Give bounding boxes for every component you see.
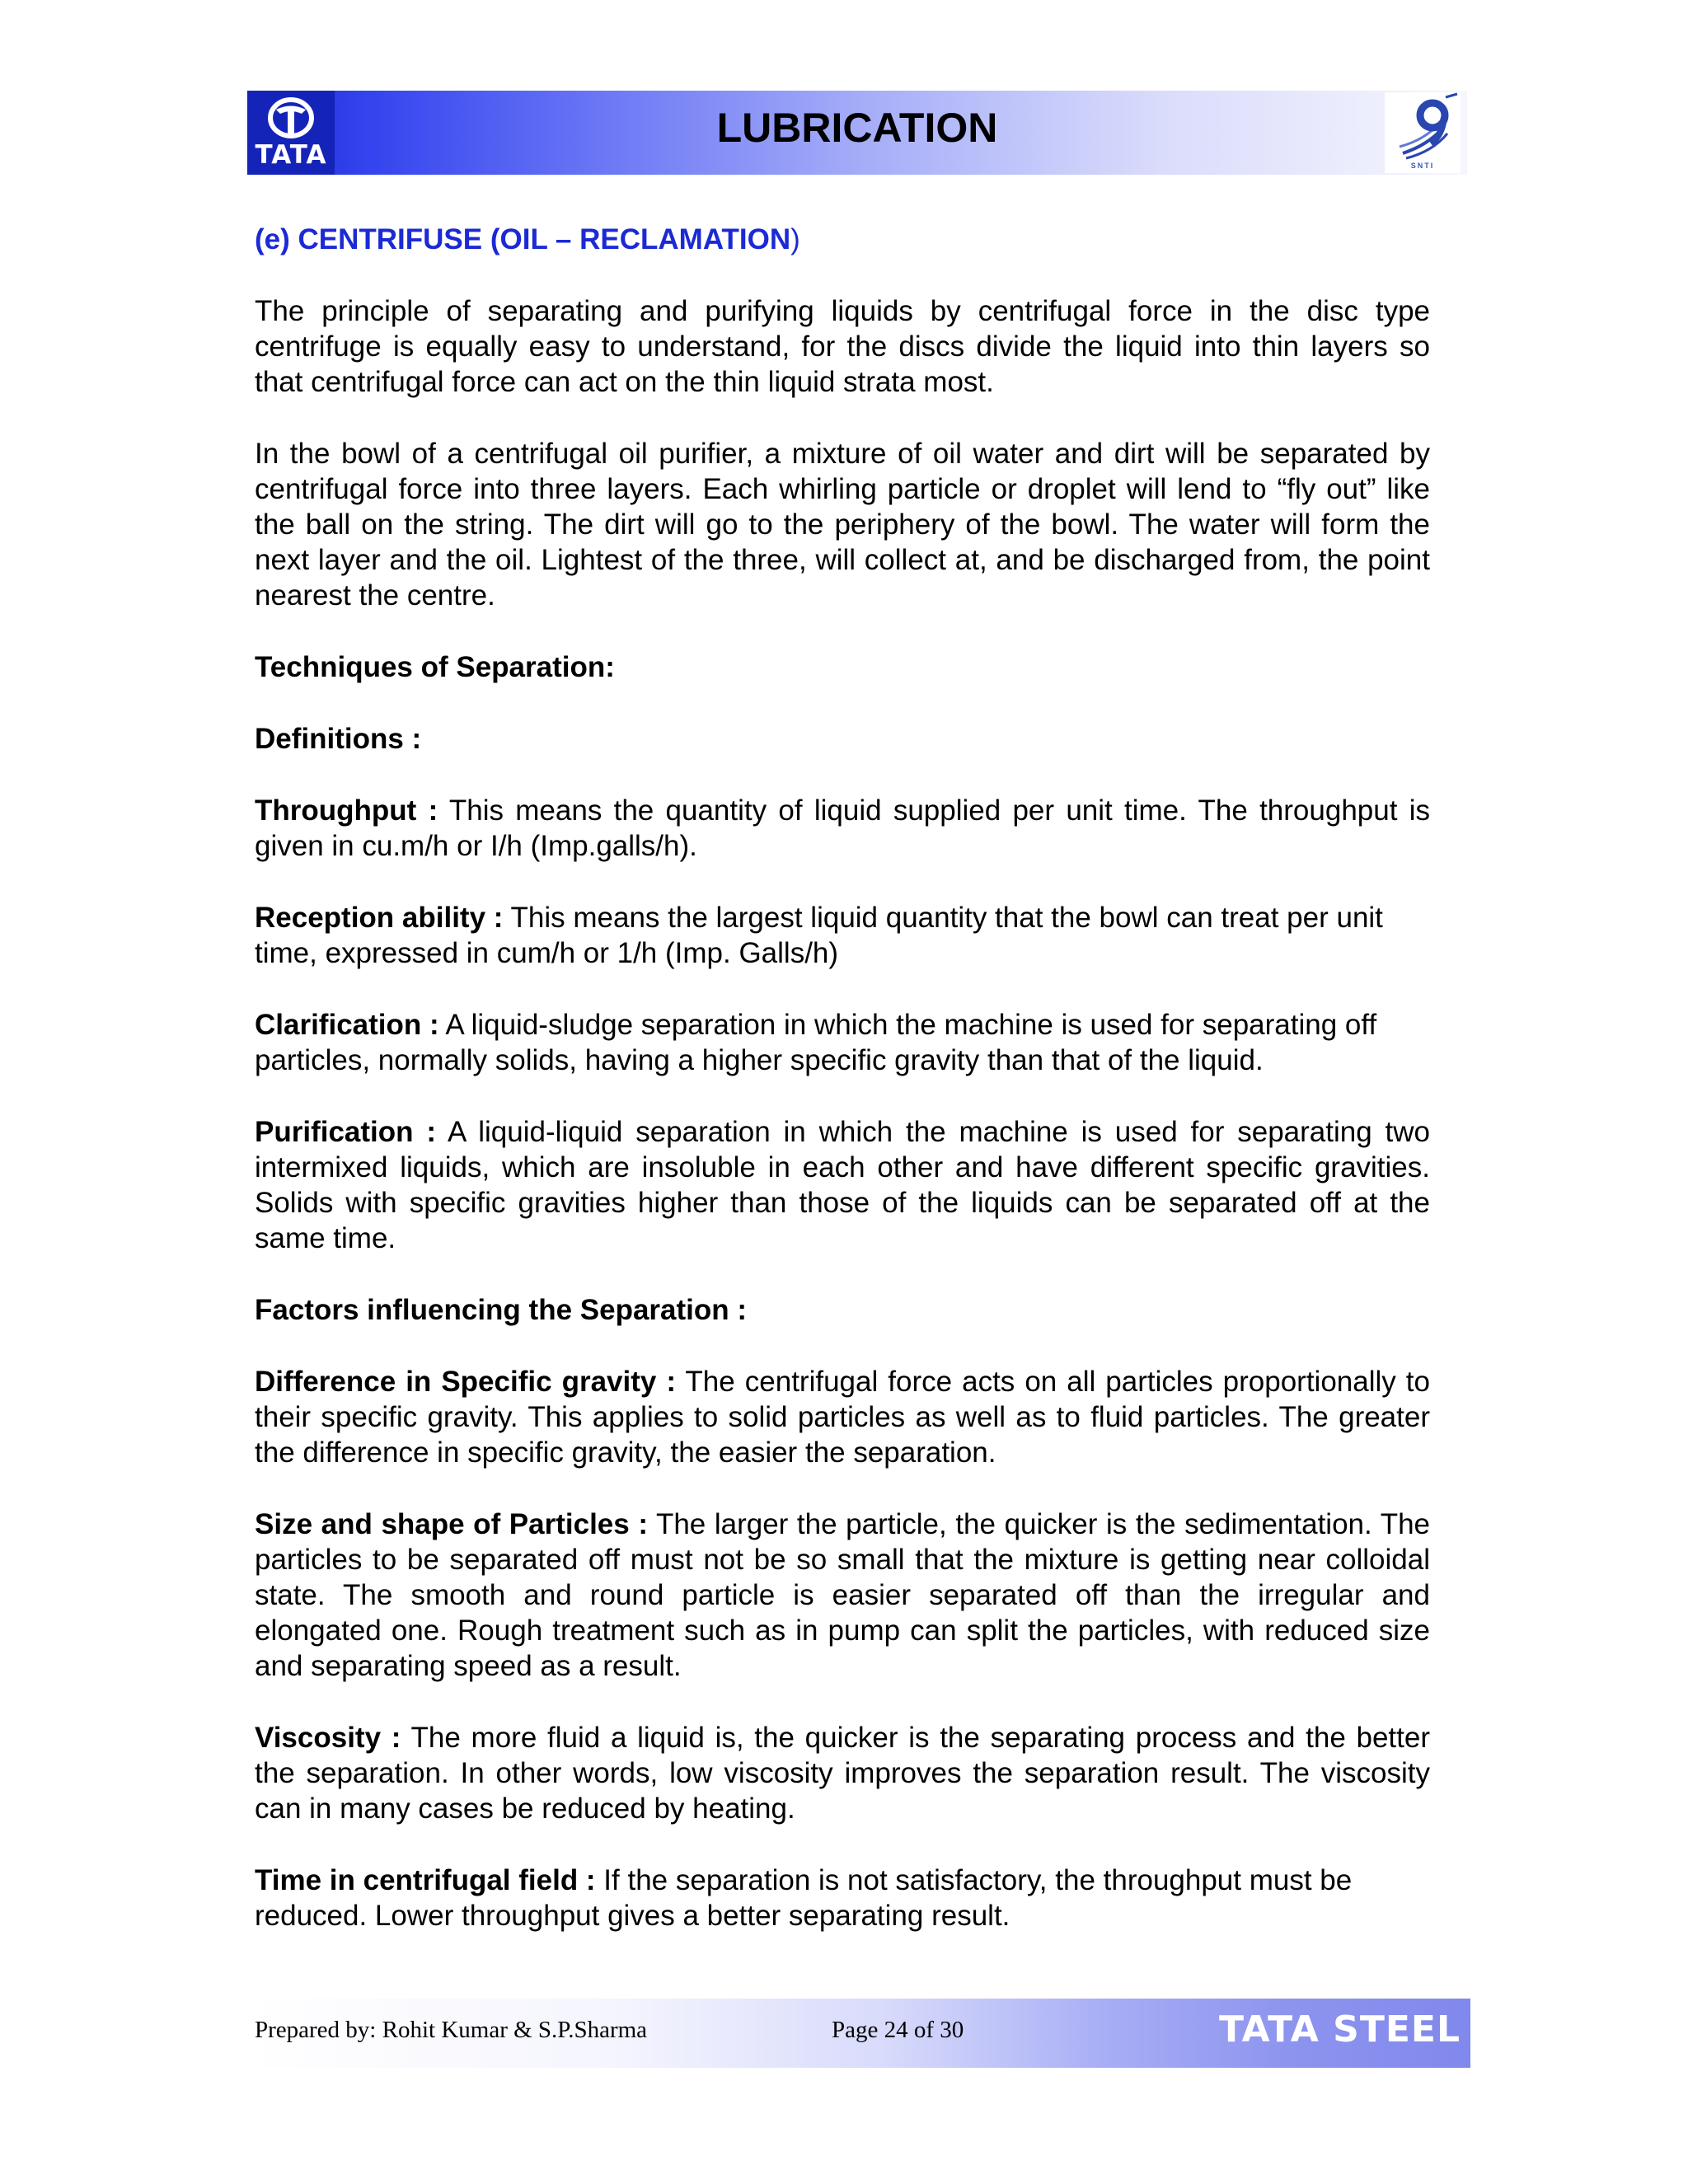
factor-text: The more fluid a liquid is, the quicker is the separating process and the better the separation. In other words, low viscosity improves the separation result. The viscosity can in many cases be reduced by heating. (255, 1722, 1431, 1825)
page-title: LUBRICATION (716, 105, 998, 151)
page-content (255, 218, 1430, 1970)
factor-term: Time in centrifugal field : (255, 1864, 596, 1896)
definition-term: Purification : (255, 1116, 437, 1148)
page-header (247, 91, 1467, 175)
factor-term: Size and shape of Particles : (255, 1508, 648, 1540)
section-heading (255, 218, 1430, 262)
definition-term: Reception ability : (255, 902, 504, 934)
definition-text: A liquid-sludge separation in which the machine is used for separating off particles, normally solids, having a higher specific gravity than that of the liquid. (255, 1009, 1377, 1076)
snti-emblem-icon (1385, 92, 1461, 162)
factor-particle-size (255, 1507, 1430, 1684)
factor-term: Difference in Specific gravity : (255, 1366, 677, 1398)
factor-term: Viscosity : (255, 1722, 401, 1754)
techniques-heading: Techniques of Separation: (255, 651, 615, 683)
definition-reception-ability (255, 900, 1430, 971)
definition-purification (255, 1114, 1430, 1256)
factors-heading: Factors influencing the Separation : (255, 1294, 748, 1326)
definition-term: Throughput : (255, 794, 438, 827)
factor-text: The larger the particle, the quicker is the sedimentation. The particles to be separated off must not be so small that the mixture is getting near colloidal state. The smooth and round particle is easier separated off than the irregular and elongated one. Rough treatment such as in pump can split the particles, with reduced size and separating speed as a result. (255, 1508, 1431, 1682)
snti-logo (1385, 92, 1461, 173)
factor-text: If the separation is not satisfactory, the throughput must be reduced. Lower throughput gives a better separating result. (255, 1864, 1353, 1932)
section-heading-close: ) (790, 223, 800, 255)
tata-steel-logo: TATA STEEL (1218, 2008, 1461, 2050)
section-heading-text: (e) CENTRIFUSE (OIL – RECLAMATION (255, 223, 791, 255)
footer-page-number: Page 24 of 30 (832, 2017, 964, 2043)
definition-clarification (255, 1007, 1430, 1078)
factor-specific-gravity (255, 1364, 1430, 1470)
definition-text: A liquid-liquid separation in which the machine is used for separating two intermixed liquids, which are insoluble in each other and have different specific gravities. Solids with specific gravities higher than those of the liquids can be separated off at the same time. (255, 1116, 1430, 1254)
footer-prepared-by: Prepared by: Rohit Kumar & S.P.Sharma (255, 2017, 648, 2043)
intro-paragraph: The principle of separating and purifying liquids by centrifugal force in the disc type centrifuge is equally easy to understand, for the discs divide the liquid into thin layers so that centrifugal force can act on the thin liquid strata most. (255, 295, 1430, 398)
definition-text: This means the quantity of liquid supplied per unit time. The throughput is given in cu.m/h or I/h (Imp.galls/h). (255, 794, 1430, 862)
tata-logo-text: TATA (255, 140, 327, 170)
snti-logo-text: SNTI (1410, 162, 1435, 170)
factor-text: The centrifugal force acts on all particles proportionally to their specific gravity. This applies to solid particles as well as to fluid particles. The greater the difference in specific gravity, the easier the separation. (255, 1366, 1430, 1469)
definition-text: This means the largest liquid quantity that the bowl can treat per unit time, expressed in cum/h or 1/h (Imp. Galls/h) (255, 902, 1383, 969)
factor-viscosity (255, 1720, 1430, 1826)
bowl-paragraph: In the bowl of a centrifugal oil purifier, a mixture of oil water and dirt will be separated by centrifugal force into three layers. Each whirling particle or droplet will lend to “fly out” like the ball on the string. The dirt will go to the periphery of the bowl. The water will form the next layer and the oil. Lightest of the three, will collect at, and be discharged from, the point nearest the centre. (255, 438, 1430, 612)
definition-throughput (255, 793, 1430, 864)
definition-term: Clarification : (255, 1009, 439, 1041)
page-footer (247, 1999, 1470, 2068)
definitions-heading: Definitions : (255, 723, 422, 755)
factor-time (255, 1863, 1430, 1933)
